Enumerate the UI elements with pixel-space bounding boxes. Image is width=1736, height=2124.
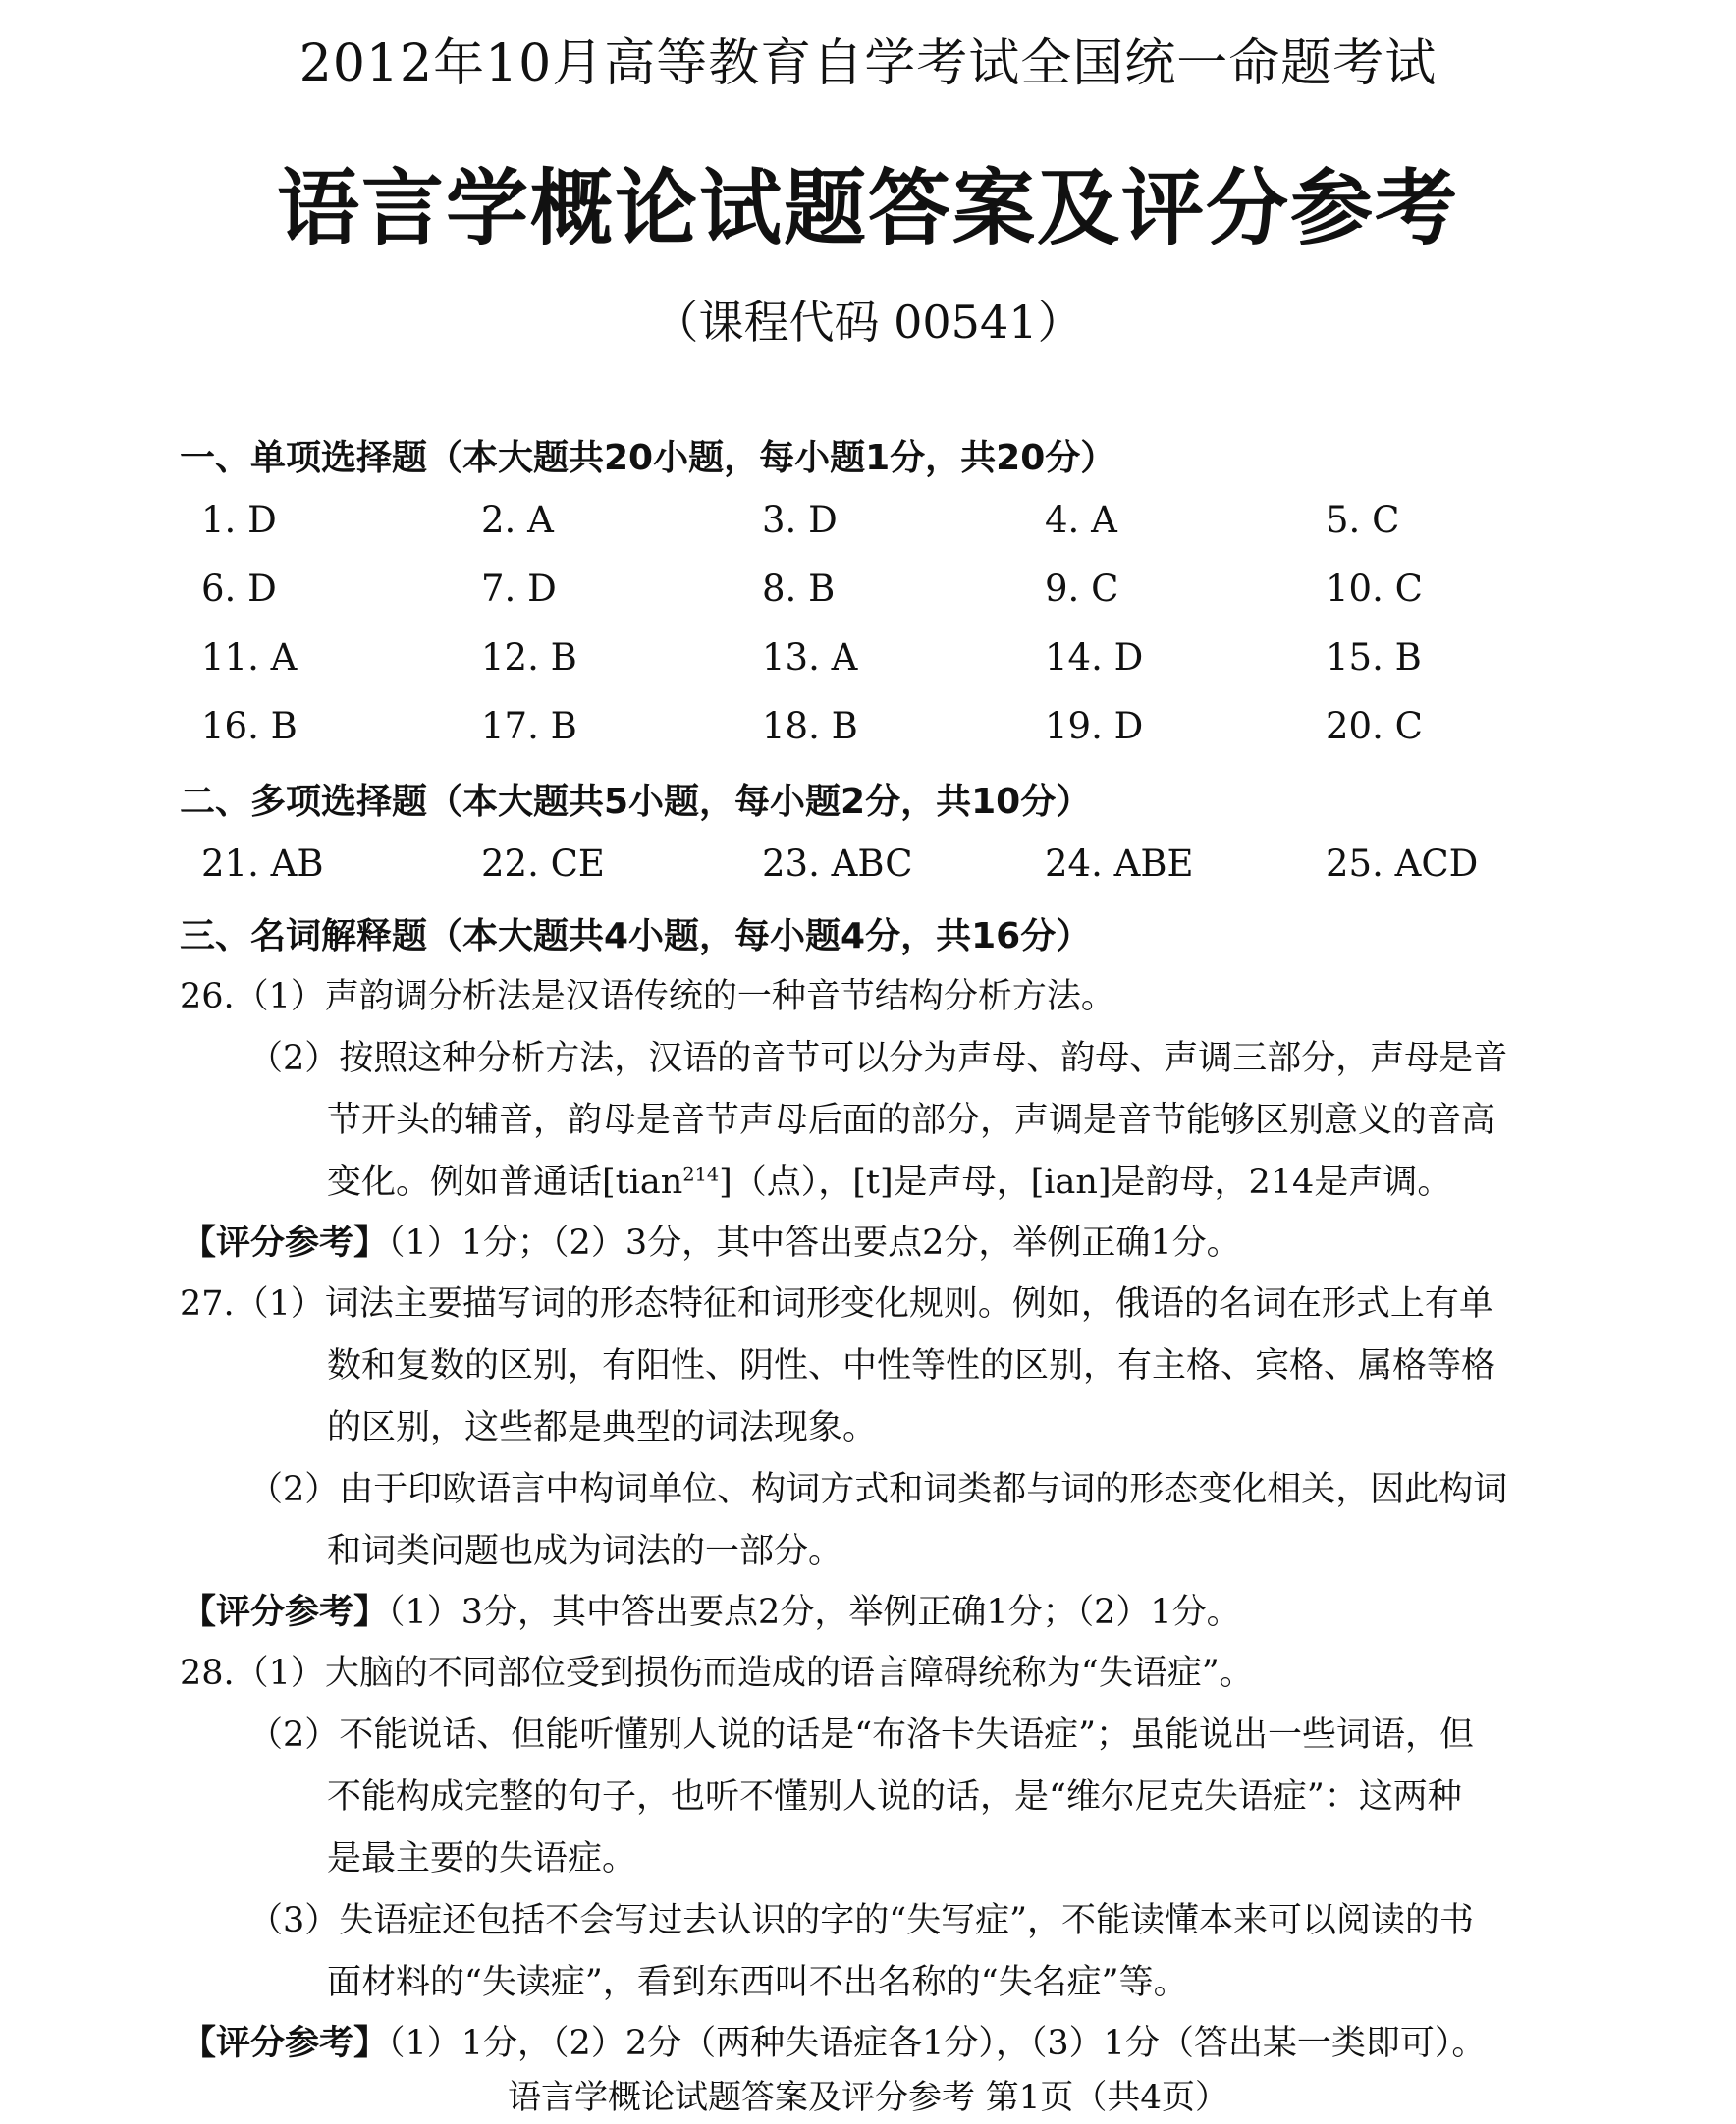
answer-item: 13. A (762, 636, 858, 679)
answer-row (0, 705, 1736, 754)
answer-row (0, 843, 1736, 892)
scoring-label: 【评分参考】 (182, 2024, 389, 2063)
q26-part2-line3 (327, 1155, 1451, 1204)
q27-part2-line2: 和词类问题也成为词法的一部分。 (327, 1532, 843, 1571)
section-heading-multiple-choice: 二、多项选择题（本大题共5小题，每小题2分，共10分） (180, 782, 1092, 822)
page-footer: 语言学概论试题答案及评分参考 第1页（共4页） (507, 2078, 1229, 2117)
q26-example-b: ]（点），[t]是声母，[ian]是韵母，214是声调。 (719, 1163, 1452, 1202)
q26-part2-line2: 节开头的辅音，韵母是音节声母后面的部分，声调是音节能够区别意义的音高 (327, 1101, 1496, 1140)
answer-item: 4. A (1045, 499, 1117, 541)
answer-item: 24. ABE (1045, 843, 1194, 885)
answer-item: 25. ACD (1326, 843, 1479, 885)
answer-row (0, 568, 1736, 617)
answer-item: 3. D (762, 499, 838, 541)
course-code: （课程代码 00541） (653, 296, 1083, 349)
document-title: 语言学概论试题答案及评分参考 (276, 159, 1459, 256)
scoring-text: （1）1分；（2）3分，其中答出要点2分，举例正确1分。 (388, 1224, 1241, 1263)
q27-scoring (182, 1585, 1241, 1634)
answer-item: 15. B (1326, 636, 1422, 679)
answer-item: 21. AB (201, 843, 324, 885)
scoring-text: （1）3分，其中答出要点2分，举例正确1分；（2）1分。 (388, 1593, 1241, 1632)
q27-part1-line3: 的区别，这些都是典型的词法现象。 (327, 1408, 878, 1447)
q28-part2-line2: 不能构成完整的句子，也听不懂别人说的话，是“维尔尼克失语症”：这两种 (327, 1777, 1462, 1817)
q27-part2-line1: （2）由于印欧语言中构词单位、构词方式和词类都与词的形态变化相关，因此构词 (248, 1470, 1508, 1509)
scoring-label: 【评分参考】 (182, 1224, 389, 1263)
answer-row (0, 499, 1736, 548)
answer-item: 16. B (201, 705, 298, 747)
q28-part1: 28.（1）大脑的不同部位受到损伤而造成的语言障碍统称为“失语症”。 (180, 1654, 1254, 1693)
q28-scoring (182, 2016, 1486, 2065)
q26-example-a: 变化。例如普通话[tian (327, 1163, 683, 1202)
q28-part2-line3: 是最主要的失语症。 (327, 1839, 637, 1879)
section-heading-single-choice: 一、单项选择题（本大题共20小题，每小题1分，共20分） (180, 438, 1116, 478)
answer-item: 8. B (762, 568, 836, 610)
answer-item: 19. D (1045, 705, 1144, 747)
answer-item: 20. C (1326, 705, 1423, 747)
answer-item: 2. A (481, 499, 554, 541)
scoring-text: （1）1分，（2）2分（两种失语症各1分），（3）1分（答出某一类即可）。 (388, 2024, 1487, 2063)
answer-item: 17. B (481, 705, 577, 747)
answer-item: 12. B (481, 636, 577, 679)
answer-item: 14. D (1045, 636, 1144, 679)
answer-item: 22. CE (481, 843, 605, 885)
answer-item: 5. C (1326, 499, 1400, 541)
answer-item: 7. D (481, 568, 557, 610)
section-heading-term-explanation: 三、名词解释题（本大题共4小题，每小题4分，共16分） (180, 916, 1092, 956)
answer-item: 10. C (1326, 568, 1423, 610)
q28-part3-line1: （3）失语症还包括不会写过去认识的字的“失写症”，不能读懂本来可以阅读的书 (248, 1901, 1475, 1940)
answer-row (0, 636, 1736, 685)
q27-part1-line2: 数和复数的区别，有阳性、阴性、中性等性的区别，有主格、宾格、属格等格 (327, 1346, 1496, 1386)
answer-item: 18. B (762, 705, 858, 747)
answer-item: 6. D (201, 568, 277, 610)
answer-item: 1. D (201, 499, 277, 541)
answer-item: 11. A (201, 636, 298, 679)
answer-item: 9. C (1045, 568, 1119, 610)
answer-item: 23. ABC (762, 843, 913, 885)
q28-part2-line1: （2）不能说话、但能听懂别人说的话是“布洛卡失语症”；虽能说出一些词语，但 (248, 1716, 1475, 1755)
exam-header: 2012年10月高等教育自学考试全国统一命题考试 (298, 34, 1438, 93)
scoring-label: 【评分参考】 (182, 1593, 389, 1632)
q26-part1: 26.（1）声韵调分析法是汉语传统的一种音节结构分析方法。 (180, 977, 1115, 1016)
q27-part1-line1: 27.（1）词法主要描写词的形态特征和词形变化规则。例如，俄语的名词在形式上有单 (180, 1284, 1493, 1324)
q28-part3-line2: 面材料的“失读症”，看到东西叫不出名称的“失名症”等。 (327, 1963, 1188, 2002)
q26-tone-sup: 214 (682, 1163, 720, 1186)
q26-scoring (182, 1216, 1241, 1265)
q26-part2-line1: （2）按照这种分析方法，汉语的音节可以分为声母、韵母、声调三部分，声母是音 (248, 1039, 1508, 1078)
